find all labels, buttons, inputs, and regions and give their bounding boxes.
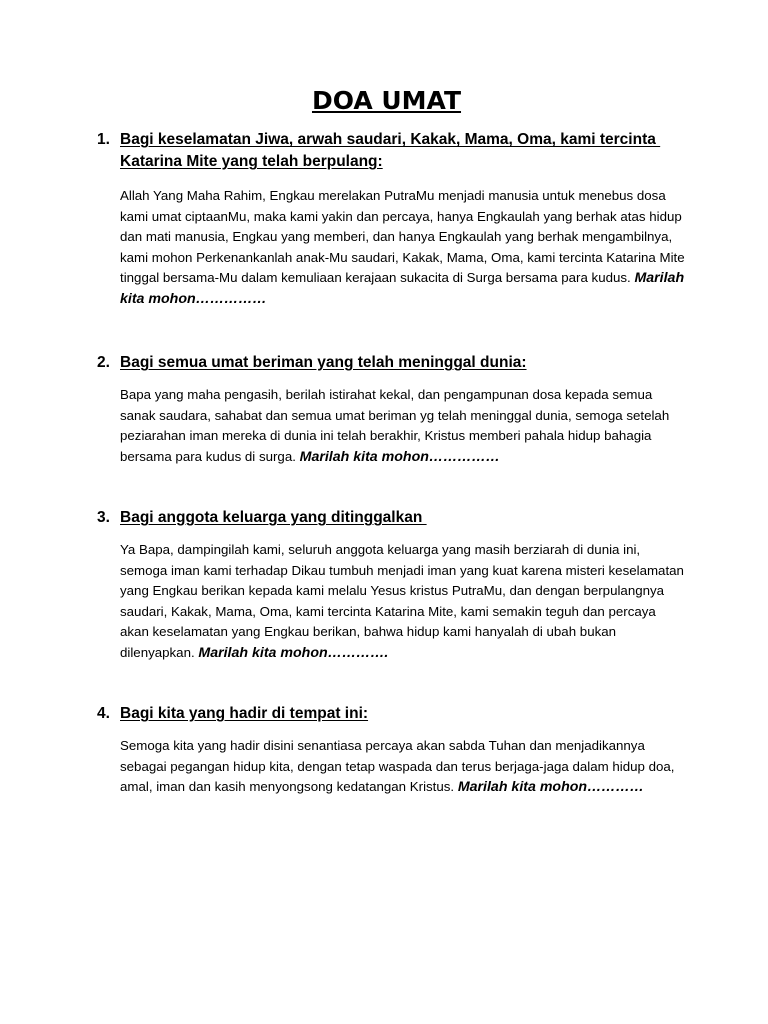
section-heading: Bagi kita yang hadir di tempat ini: [120,705,369,722]
section-body [120,540,685,664]
section-number: 1. [97,131,110,148]
section-body [120,385,685,467]
closing-dots: ………… [587,779,644,796]
section-heading: Bagi keselamatan Jiwa, arwah saudari, Kakak, Mama, Oma, kami tercinta Katarina Mite yang telah berpulang: [120,131,656,170]
section-number: 4. [97,705,110,722]
section-heading: Bagi anggota keluarga yang ditinggalkan [120,509,427,526]
section-body-text: Bapa yang maha pengasih, berilah istirahat kekal, dan pengampunan dosa kepada semua sanak saudara, sahabat dan semua umat beriman yg telah meninggal dunia, semoga setelah peziarahan iman mereka di dunia ini telah berakhir, Kristus memberi pahala hidup bahagia bersama para kudus di surga. [120,387,670,464]
section-body [120,186,685,310]
document-title: DOA UMAT [311,86,462,115]
section-body [120,736,685,798]
section-body-text: Allah Yang Maha Rahim, Engkau merelakan PutraMu menjadi manusia untuk menebus dosa kami umat ciptaanMu, maka kami yakin dan percaya, hanya Engkaulah yang berhak atas hidup dan mati manusia, Engkau yang memberi, dan hanya Engkaulah yang berhak mengambilnya, kami mohon Perkenankanlah anak-Mu saudari, Kakak, Mama, Oma, kami tercinta Katarina Mite tinggal bersama-Mu dalam kemuliaan kerajaan sukacita di Surga bersama para kudus. [120,188,685,286]
section-heading: Bagi semua umat beriman yang telah meninggal dunia: [120,354,527,371]
closing-dots: …………… [195,290,267,307]
section-body-text: Ya Bapa, dampingilah kami, seluruh anggota keluarga yang masih berziarah di dunia ini, semoga iman kami terhadap Dikau tumbuh menjadi iman yang kuat karena misteri keselamatan yang Engkau berikan kepada kami melalu Yesus kristus PutraMu, dan dengan berpulangnya saudari, Kakak, Mama, Oma, kami tercinta Katarina Mite, kami semakin teguh dan percaya akan keselamatan yang Engkau berikan, bahwa hidup kami hanyalah di ubah bukan dilenyapkan. [120,542,684,660]
closing-dots: …………… [428,448,500,465]
section-number: 3. [97,509,110,526]
closing-phrase: Marilah kita mohon [299,448,429,465]
section-body-text: Semoga kita yang hadir disini senantiasa percaya akan sabda Tuhan dan menjadikannya sebagai pegangan hidup kita, dengan tetap waspada dan terus berjaga-jaga dalam hidup doa, amal, iman dan kasih menyongsong kedatangan Kristus. [120,738,675,795]
closing-dots: …………. [327,644,389,661]
closing-phrase: Marilah kita mohon [198,644,328,661]
closing-phrase: Marilah kita mohon [120,270,685,307]
section-number: 2. [97,354,110,371]
closing-phrase: Marilah kita mohon [457,779,588,796]
